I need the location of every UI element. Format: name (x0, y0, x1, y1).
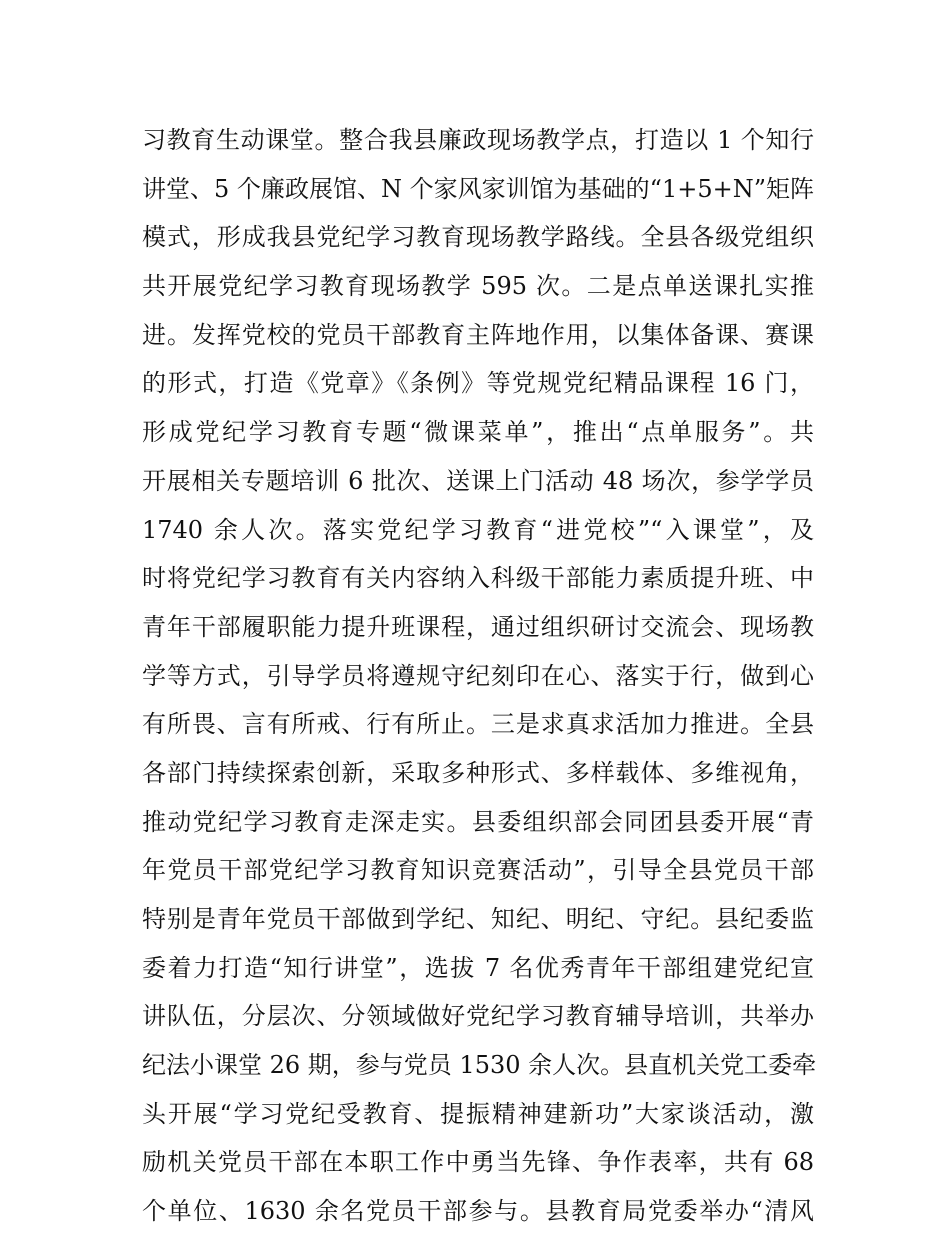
text-line: 的形式，打造《党章》《条例》等党规党纪精品课程 16 门， (142, 369, 814, 398)
text-line: 个单位、1630 余名党员干部参与。县教育局党委举办“清风 (142, 1197, 814, 1226)
text-line: 开展相关专题培训 6 批次、送课上门活动 48 场次，参学学员 (142, 466, 814, 495)
body-text (142, 116, 817, 1236)
text-line: 时将党纪学习教育有关内容纳入科级干部能力素质提升班、中 (142, 564, 814, 593)
text-line: 1740 余人次。落实党纪学习教育“进党校”“入课堂”，及 (142, 515, 814, 544)
text-line: 各部门持续探索创新，采取多种形式、多样载体、多维视角， (142, 758, 814, 787)
text-line: 年党员干部党纪学习教育知识竞赛活动”，引导全县党员干部 (142, 856, 814, 885)
text-line: 讲队伍，分层次、分领域做好党纪学习教育辅导培训，共举办 (142, 1002, 814, 1031)
text-line: 头开展“学习党纪受教育、提振精神建新功”大家谈活动，激 (142, 1099, 814, 1128)
text-line: 习教育生动课堂。整合我县廉政现场教学点，打造以 1 个知行 (142, 126, 814, 154)
text-line: 共开展党纪学习教育现场教学 595 次。二是点单送课扎实推 (142, 272, 814, 301)
text-line: 模式，形成我县党纪学习教育现场教学路线。全县各级党组织 (142, 223, 814, 252)
text-line: 委着力打造“知行讲堂”，选拔 7 名优秀青年干部组建党纪宣 (142, 953, 814, 982)
text-line: 推动党纪学习教育走深走实。县委组织部会同团县委开展“青 (142, 807, 814, 836)
text-line: 讲堂、5 个廉政展馆、N 个家风家训馆为基础的“1+5+N”矩阵 (142, 174, 814, 203)
text-line: 纪法小课堂 26 期，参与党员 1530 余人次。县直机关党工委牵 (142, 1051, 817, 1080)
text-line: 特别是青年党员干部做到学纪、知纪、明纪、守纪。县纪委监 (142, 905, 814, 933)
text-line: 进。发挥党校的党员干部教育主阵地作用，以集体备课、赛课 (142, 320, 814, 349)
text-line: 有所畏、言有所戒、行有所止。三是求真求活加力推进。全县 (142, 710, 814, 739)
text-line: 学等方式，引导学员将遵规守纪刻印在心、落实于行，做到心 (142, 661, 814, 690)
text-line: 形成党纪学习教育专题“微课菜单”，推出“点单服务”。共 (142, 418, 814, 447)
text-line: 青年干部履职能力提升班课程，通过组织研讨交流会、现场教 (142, 612, 814, 641)
text-line: 励机关党员干部在本职工作中勇当先锋、争作表率，共有 68 (142, 1148, 814, 1177)
